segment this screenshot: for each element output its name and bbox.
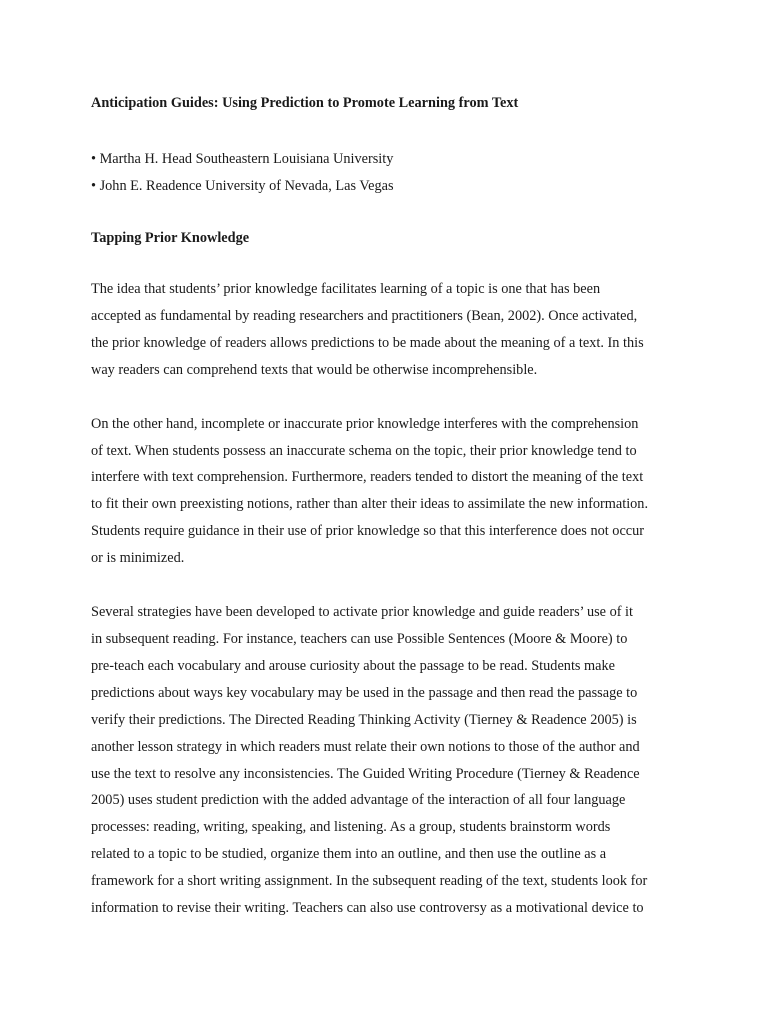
document-body xyxy=(91,92,691,922)
text-line: another lesson strategy in which readers must relate their own notions to those of the author and xyxy=(91,738,640,755)
text-line: information to revise their writing. Teachers can also use controversy as a motivational device to xyxy=(91,900,644,917)
text-line: pre-teach each vocabulary and arouse curiosity about the passage to be read. Students make xyxy=(91,657,616,674)
author-entry: • Martha H. Head Southeastern Louisiana University xyxy=(91,151,394,167)
text-line: interfere with text comprehension. Furthermore, readers tended to distort the meaning of the text xyxy=(91,469,644,486)
text-line: to fit their own preexisting notions, rather than alter their ideas to assimilate the new information. xyxy=(91,496,649,513)
text-line: On the other hand, incomplete or inaccurate prior knowledge interferes with the comprehension xyxy=(91,415,639,432)
text-line: the prior knowledge of readers allows predictions to be made about the meaning of a text. In this xyxy=(91,334,644,351)
text-line: The idea that students’ prior knowledge facilitates learning of a topic is one that has been xyxy=(91,281,601,297)
author-list xyxy=(91,146,691,200)
text-line: 2005) uses student prediction with the added advantage of the interaction of all four language xyxy=(91,792,626,809)
text-line: Several strategies have been developed to activate prior knowledge and guide readers’ use of it xyxy=(91,604,634,621)
text-line: processes: reading, writing, speaking, and listening. As a group, students brainstorm words xyxy=(91,819,611,836)
text-line: related to a topic to be studied, organize them into an outline, and then use the outline as a xyxy=(91,846,607,863)
text-line: of text. When students possess an inaccurate schema on the topic, their prior knowledge tend to xyxy=(91,442,637,459)
text-line: in subsequent reading. For instance, teachers can use Possible Sentences (Moore & Moore) to xyxy=(91,630,628,647)
text-line: verify their predictions. The Directed Reading Thinking Activity (Tierney & Readence 2005) is xyxy=(91,711,637,728)
text-line: way readers can comprehend texts that would be otherwise incomprehensible. xyxy=(91,361,538,378)
text-line: predictions about ways key vocabulary may be used in the passage and then read the passage to xyxy=(91,684,638,701)
paragraph xyxy=(91,411,691,572)
author-entry: • John E. Readence University of Nevada, Las Vegas xyxy=(91,178,394,194)
text-line: use the text to resolve any inconsistencies. The Guided Writing Procedure (Tierney & Readence xyxy=(91,765,640,782)
paragraph xyxy=(91,276,691,384)
section-heading: Tapping Prior Knowledge xyxy=(91,230,250,246)
text-line: framework for a short writing assignment. In the subsequent reading of the text, students look for xyxy=(91,873,648,890)
text-line: Students require guidance in their use of prior knowledge so that this interference does not occur xyxy=(91,523,645,540)
paragraph xyxy=(91,599,691,922)
document-title: Anticipation Guides: Using Prediction to Promote Learning from Text xyxy=(91,95,519,111)
text-line: or is minimized. xyxy=(91,550,185,567)
text-line: accepted as fundamental by reading researchers and practitioners (Bean, 2002). Once activated, xyxy=(91,307,638,324)
